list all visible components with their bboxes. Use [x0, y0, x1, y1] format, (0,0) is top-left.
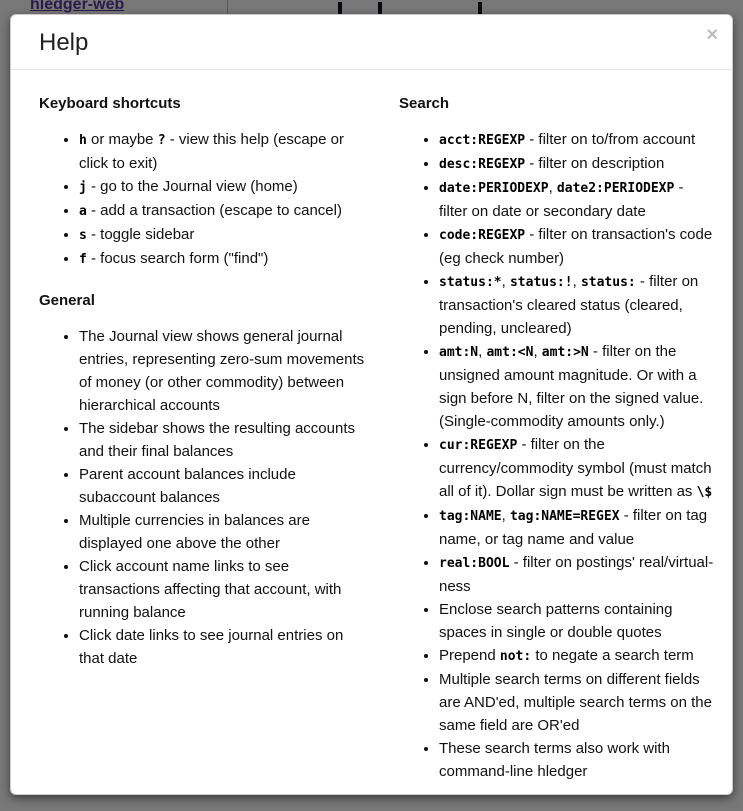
list-item: • tag:NAME, tag:NAME=REGEX - filter on tag name, or tag name and value — [439, 504, 714, 551]
list-item: • h or maybe ? - view this help (escape or click to exit) — [79, 128, 365, 175]
modal-body — [11, 70, 732, 795]
code-term: status:* — [439, 275, 502, 290]
list-item: • a - add a transaction (escape to cancel) — [79, 199, 365, 223]
code-term: date2:PERIODEXP — [556, 181, 675, 196]
list-item: • date:PERIODEXP, date2:PERIODEXP - filter on date or secondary date — [439, 176, 714, 223]
help-modal — [10, 14, 733, 795]
code-term: not: — [499, 649, 532, 664]
list-item: • amt:N, amt:<N, amt:>N - filter on the unsigned amount magnitude. Or with a sign before N, filter on the signed value. (Single-commodity amounts only.) — [439, 340, 714, 433]
list-item: • real:BOOL - filter on postings' real/virtual-ness — [439, 551, 714, 598]
code-term: \$ — [696, 485, 713, 500]
keyboard-shortcuts-heading: Keyboard shortcuts — [39, 95, 181, 112]
list-item: • j - go to the Journal view (home) — [79, 175, 365, 199]
code-term: amt:N — [439, 345, 479, 360]
code-term: date:PERIODEXP — [439, 181, 549, 196]
list-item: • The Journal view shows general journal entries, representing zero-sum movements of money (or other commodity) between hierarchical accounts — [79, 325, 365, 417]
list-item: • Multiple currencies in balances are displayed one above the other — [79, 509, 365, 555]
modal-title: Help — [39, 29, 89, 56]
column-keyboard-general — [39, 86, 375, 795]
search-list — [399, 128, 714, 783]
general-heading: General — [39, 292, 95, 309]
list-item: • s - toggle sidebar — [79, 223, 365, 247]
list-item: • Multiple search terms on different fields are AND'ed, multiple search terms on the same field are OR'ed — [439, 668, 714, 737]
general-list — [39, 325, 365, 670]
list-item: • Parent account balances include subaccount balances — [79, 463, 365, 509]
column-search — [375, 86, 714, 795]
code-term: tag:NAME=REGEX — [509, 509, 620, 524]
list-item: • status:*, status:!, status: - filter on transaction's cleared status (cleared, pending, uncleared) — [439, 270, 714, 340]
code-term: acct:REGEXP — [439, 133, 526, 148]
code-term: real:BOOL — [439, 556, 510, 571]
list-item: • desc:REGEXP - filter on description — [439, 152, 714, 176]
keyboard-shortcuts-list — [39, 128, 365, 271]
code-term: amt:>N — [541, 345, 589, 360]
search-heading: Search — [399, 95, 450, 112]
modal-header — [11, 15, 732, 70]
code-term: tag:NAME — [439, 509, 502, 524]
list-item: • code:REGEXP - filter on transaction's code (eg check number) — [439, 223, 714, 270]
code-term: amt:<N — [486, 345, 534, 360]
list-item: • acct:REGEXP - filter on to/from account — [439, 128, 714, 152]
list-item: • cur:REGEXP - filter on the currency/commodity symbol (must match all of it). Dollar sign must be written as \$ — [439, 433, 714, 504]
code-term: h — [79, 133, 87, 148]
code-term: f — [79, 252, 87, 267]
list-item: • These search terms also work with command-line hledger — [439, 737, 714, 783]
code-term: ? — [157, 133, 166, 148]
code-term: j — [79, 180, 87, 195]
code-term: status: — [580, 275, 636, 290]
code-term: s — [79, 228, 87, 243]
close-icon[interactable]: × — [706, 24, 718, 46]
list-item: • Prepend not: to negate a search term — [439, 644, 714, 668]
code-term: cur:REGEXP — [439, 438, 518, 453]
code-term: status:! — [509, 275, 573, 290]
code-term: a — [79, 204, 87, 219]
code-term: desc:REGEXP — [439, 157, 526, 172]
list-item: • Enclose search patterns containing spaces in single or double quotes — [439, 598, 714, 644]
list-item: • The sidebar shows the resulting accounts and their final balances — [79, 417, 365, 463]
list-item: • Click account name links to see transactions affecting that account, with running balance — [79, 555, 365, 624]
list-item: • f - focus search form ("find") — [79, 247, 365, 271]
code-term: code:REGEXP — [439, 228, 526, 243]
list-item: • Click date links to see journal entries on that date — [79, 624, 365, 670]
